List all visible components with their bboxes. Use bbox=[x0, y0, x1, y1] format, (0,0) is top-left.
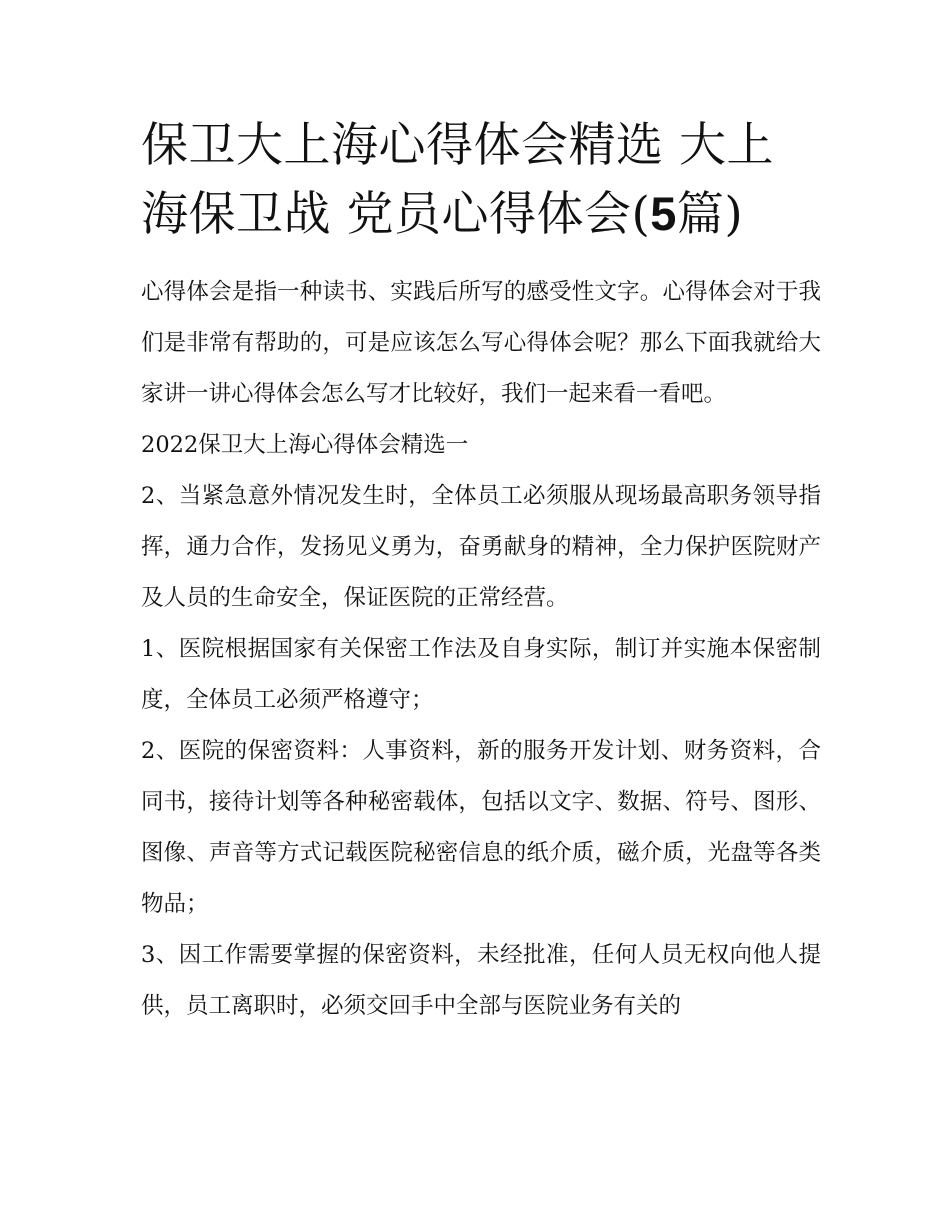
document-body bbox=[141, 267, 821, 1032]
intro-paragraph: 心得体会是指一种读书、实践后所写的感受性文字。心得体会对于我们是非常有帮助的，可是应该怎么写心得体会呢？那么下面我就给大家讲一讲心得体会怎么写才比较好，我们一起来看一看吧。 bbox=[141, 279, 821, 407]
body-paragraph-data-handover: 3、因工作需要掌握的保密资料，未经批准，任何人员无权向他人提供，员工离职时，必须交回手中全部与医院业务有关的 bbox=[141, 942, 821, 1019]
title-line-1: 保卫大上海心得体会精选 大上 bbox=[141, 118, 774, 173]
body-paragraph-confidential-materials: 2、医院的保密资料：人事资料，新的服务开发计划、财务资料，合同书，接待计划等各种秘密载体，包括以文字、数据、符号、图形、图像、声音等方式记载医院秘密信息的纸介质，磁介质，光盘等各类物品； bbox=[141, 738, 821, 917]
section-heading: 2022保卫大上海心得体会精选一 bbox=[141, 432, 469, 458]
body-paragraph-confidentiality-rule: 1、医院根据国家有关保密工作法及自身实际，制订并实施本保密制度，全体员工必须严格遵守； bbox=[141, 636, 821, 713]
title-line-2: 海保卫战 党员心得体会(5篇) bbox=[141, 187, 744, 242]
document-title bbox=[141, 112, 821, 249]
body-paragraph-emergency: 2、当紧急意外情况发生时，全体员工必须服从现场最高职务领导指挥，通力合作，发扬见义勇为，奋勇献身的精神，全力保护医院财产及人员的生命安全，保证医院的正常经营。 bbox=[141, 483, 821, 611]
document-content bbox=[141, 112, 821, 1032]
